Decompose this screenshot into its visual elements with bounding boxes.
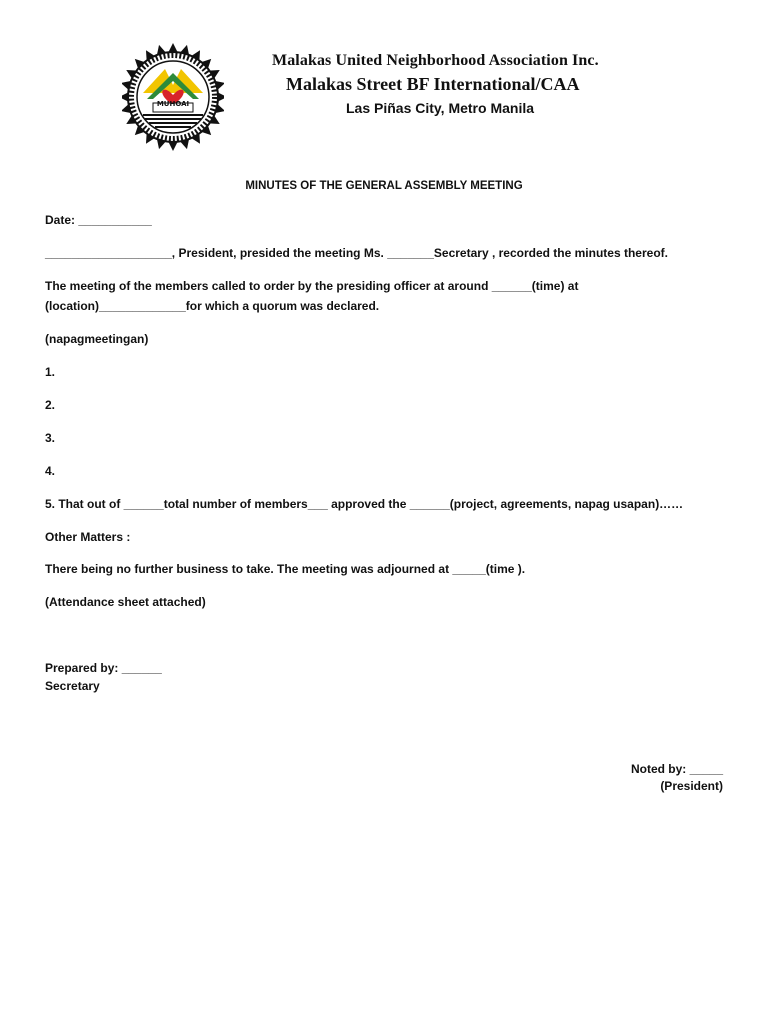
napagmeetingan-label: (napagmeetingan)	[45, 332, 149, 346]
association-name: Malakas United Neighborhood Association Inc.	[272, 52, 599, 69]
list-item: 4.	[45, 464, 56, 478]
other-matters-heading: Other Matters :	[45, 530, 131, 544]
noted-by-line: Noted by: _____	[630, 762, 723, 776]
attendance-note: (Attendance sheet attached)	[45, 595, 206, 609]
meeting-line-1: The meeting of the members called to order by the presiding officer at around ______(time) at	[45, 279, 579, 293]
association-city: Las Piñas City, Metro Manila	[346, 100, 535, 116]
date-line: Date: ___________	[45, 213, 152, 227]
association-logo-icon	[122, 42, 224, 152]
list-item: 2.	[45, 398, 56, 412]
meeting-line-2: (location)_____________for which a quorum was declared.	[45, 299, 380, 313]
noted-by-role: (President)	[660, 779, 723, 793]
logo-text: MUHOAI	[156, 100, 190, 108]
list-item-5: 5. That out of ______total number of members___ approved the ______(project, agreements, napag usapan)……	[45, 497, 684, 511]
prepared-by-role: Secretary	[45, 679, 100, 693]
presided-line: ___________________, President, presided the meeting Ms. _______Secretary , recorded the minutes thereof.	[45, 246, 668, 260]
list-item: 3.	[45, 431, 56, 445]
list-item: 1.	[45, 365, 56, 379]
prepared-by-line: Prepared by: ______	[45, 661, 162, 675]
adjourned-line: There being no further business to take. The meeting was adjourned at _____(time ).	[45, 562, 526, 576]
document-title: MINUTES OF THE GENERAL ASSEMBLY MEETING	[245, 180, 523, 192]
association-address: Malakas Street BF International/CAA	[286, 74, 580, 94]
